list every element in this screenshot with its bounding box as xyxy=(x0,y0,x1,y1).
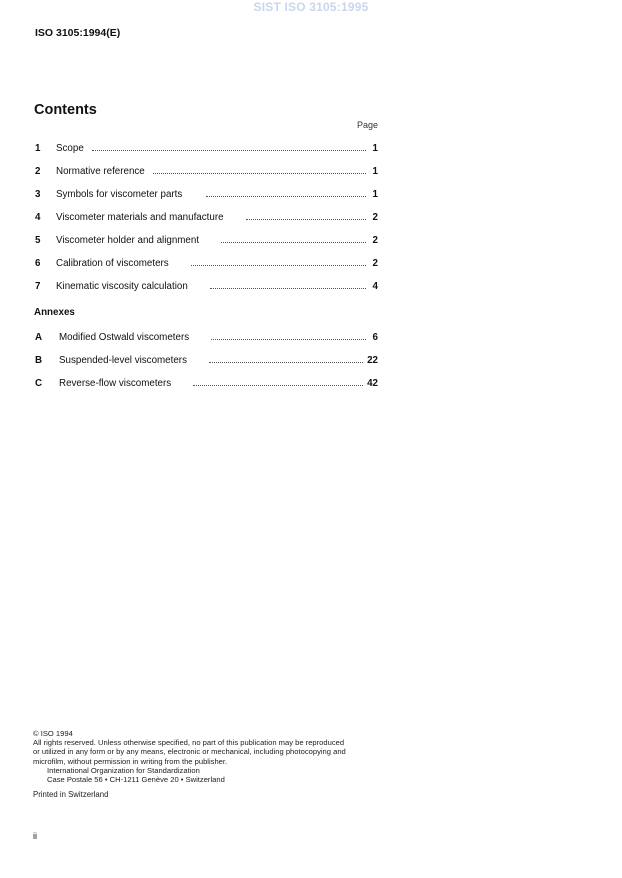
toc-entry[interactable] xyxy=(35,279,378,293)
dot-leader xyxy=(211,330,366,340)
toc-entry-page: 2 xyxy=(372,258,378,269)
dot-leader xyxy=(221,233,366,243)
copyright-block xyxy=(33,729,383,799)
dot-leader xyxy=(92,141,366,151)
annex-entry[interactable] xyxy=(35,376,378,390)
toc-entry-page: 1 xyxy=(372,189,378,200)
toc-entry[interactable] xyxy=(35,141,378,155)
toc-entry-page: 4 xyxy=(372,281,378,292)
dot-leader xyxy=(193,376,363,386)
dot-leader xyxy=(206,187,366,197)
organization-address: Case Postale 56 • CH-1211 Genève 20 • Switzerland xyxy=(47,775,225,785)
toc-entry-page: 2 xyxy=(372,235,378,246)
annex-entry-page: 42 xyxy=(367,378,378,389)
rights-line: or utilized in any form or by any means, electronic or mechanical, including photocopying and xyxy=(33,747,346,757)
printed-in: Printed in Switzerland xyxy=(33,790,109,800)
dot-leader xyxy=(209,353,363,363)
toc-entry-number: 3 xyxy=(35,189,41,200)
dot-leader xyxy=(246,210,366,220)
annex-entry[interactable] xyxy=(35,353,378,367)
toc-entry[interactable] xyxy=(35,164,378,178)
toc-entry-title: Calibration of viscometers xyxy=(56,258,169,269)
dot-leader xyxy=(191,256,366,266)
toc-entry-number: 1 xyxy=(35,143,41,154)
annex-entry-title: Modified Ostwald viscometers xyxy=(59,332,190,343)
annex-entry-letter: A xyxy=(35,332,43,343)
copyright-notice: © ISO 1994 xyxy=(33,729,73,738)
toc-entry[interactable] xyxy=(35,233,378,247)
contents-title: Contents xyxy=(34,102,97,118)
toc-entry[interactable] xyxy=(35,210,378,224)
toc-entry-title: Kinematic viscosity calculation xyxy=(56,281,188,292)
annex-entry-title: Reverse-flow viscometers xyxy=(59,378,172,389)
toc-entry-page: 1 xyxy=(372,143,378,154)
rights-line: All rights reserved. Unless otherwise specified, no part of this publication may be reproduced xyxy=(33,738,345,748)
toc-entry-number: 7 xyxy=(35,281,41,292)
page-number: ii xyxy=(33,831,37,841)
annex-entry-title: Suspended-level viscometers xyxy=(59,355,187,366)
toc-entry[interactable] xyxy=(35,187,378,201)
dot-leader xyxy=(153,164,366,174)
toc-entry-number: 2 xyxy=(35,166,41,177)
toc-entry-number: 4 xyxy=(35,212,41,223)
toc-entry-page: 1 xyxy=(372,166,378,177)
toc-entry[interactable] xyxy=(35,256,378,270)
toc-entry-title: Normative reference xyxy=(56,166,145,177)
toc-entry-title: Viscometer holder and alignment xyxy=(56,235,200,246)
annex-entry-letter: B xyxy=(35,355,43,366)
toc-entry-title: Scope xyxy=(56,143,84,154)
toc-entry-number: 6 xyxy=(35,258,41,269)
toc-entry-number: 5 xyxy=(35,235,41,246)
annex-entry-page: 6 xyxy=(372,332,378,343)
page-column-label: Page xyxy=(356,120,378,130)
document-id: ISO 3105:1994(E) xyxy=(35,27,121,39)
toc-entry-title: Symbols for viscometer parts xyxy=(56,189,183,200)
rights-line: microfilm, without permission in writing from the publisher. xyxy=(33,756,228,766)
annex-entry-letter: C xyxy=(35,378,43,389)
toc-entry-title: Viscometer materials and manufacture xyxy=(56,212,224,223)
watermark: SIST ISO 3105:1995 xyxy=(253,0,369,14)
annexes-heading: Annexes xyxy=(34,307,75,318)
annex-entry[interactable] xyxy=(35,330,378,344)
dot-leader xyxy=(210,279,366,289)
toc-entry-page: 2 xyxy=(372,212,378,223)
annex-entry-page: 22 xyxy=(367,355,378,366)
organization-name: International Organization for Standardization xyxy=(47,765,200,775)
